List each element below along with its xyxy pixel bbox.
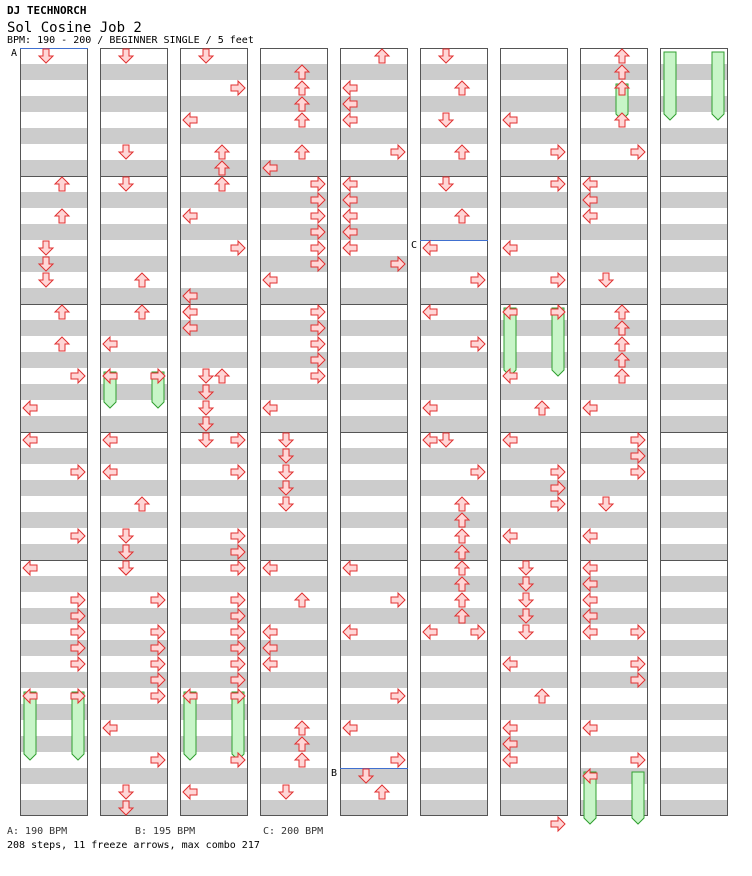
beat-stripe [100,768,168,784]
beat-stripe [580,512,648,528]
beat-stripe [340,736,408,752]
beat-stripe [180,768,248,784]
beat-stripe [260,288,328,304]
beat-stripe [420,192,488,208]
bpm-change-label: C [411,240,418,251]
beat-stripe [180,160,248,176]
beat-stripe [420,768,488,784]
beat-stripe [500,512,568,528]
beat-stripe [260,672,328,688]
beat-stripe [100,224,168,240]
beat-stripe [580,352,648,368]
beat-stripe [260,736,328,752]
beat-stripe [20,192,88,208]
beat-stripe [500,384,568,400]
beat-stripe [180,416,248,432]
beat-stripe [100,96,168,112]
beat-stripe [20,96,88,112]
song-title: Sol Cosine Job 2 [7,20,142,36]
beat-stripe [420,224,488,240]
beat-stripe [100,160,168,176]
beat-stripe [580,320,648,336]
beat-stripe [420,128,488,144]
beat-stripe [20,448,88,464]
beat-stripe [180,352,248,368]
beat-stripe [100,480,168,496]
beat-stripe [660,640,728,656]
beat-stripe [660,416,728,432]
beat-stripe [180,64,248,80]
beat-stripe [100,800,168,816]
beat-stripe [500,288,568,304]
beat-stripe [660,448,728,464]
beat-stripe [100,352,168,368]
beat-stripe [660,736,728,752]
beat-stripe [660,384,728,400]
beat-stripe [340,352,408,368]
beat-stripe [100,608,168,624]
beat-stripe [660,128,728,144]
chart-stats: 208 steps, 11 freeze arrows, max combo 217 [7,840,260,851]
beat-stripe [420,608,488,624]
beat-stripe [340,128,408,144]
beat-stripe [20,64,88,80]
beat-stripe [340,64,408,80]
beat-stripe [660,160,728,176]
beat-stripe [420,512,488,528]
beat-stripe [260,704,328,720]
beat-stripe [420,544,488,560]
beat-stripe [100,704,168,720]
beat-stripe [340,320,408,336]
bpm-legend-c: C: 200 BPM [263,826,324,837]
beat-stripe [100,320,168,336]
beat-stripe [500,416,568,432]
beat-stripe [340,448,408,464]
beat-stripe [100,416,168,432]
beat-stripe [340,704,408,720]
bpm-change-label: A [11,48,18,59]
bpm-change-label: B [331,768,338,779]
beat-stripe [340,512,408,528]
beat-stripe [660,576,728,592]
beat-stripe [580,96,648,112]
beat-stripe [180,192,248,208]
beat-stripe [340,288,408,304]
chart-column [660,48,728,816]
beat-stripe [580,704,648,720]
beat-stripe [660,224,728,240]
beat-stripe [660,320,728,336]
beat-stripe [20,800,88,816]
beat-stripe [180,512,248,528]
beat-stripe [20,512,88,528]
beat-stripe [180,448,248,464]
beat-stripe [260,480,328,496]
freeze-arrow [632,772,644,824]
chart-column [500,48,568,816]
beat-stripe [580,128,648,144]
beat-stripe [100,288,168,304]
beat-stripe [20,352,88,368]
beat-stripe [420,704,488,720]
beat-stripe [180,96,248,112]
freeze-arrow [664,52,676,120]
bpm-legend-a: A: 190 BPM [7,826,68,837]
beat-stripe [660,288,728,304]
beat-stripe [660,608,728,624]
beat-stripe [580,256,648,272]
beat-stripe [20,416,88,432]
beat-stripe [340,160,408,176]
beat-stripe [660,768,728,784]
beat-stripe [20,160,88,176]
beat-stripe [100,256,168,272]
beat-stripe [660,672,728,688]
beat-stripe [260,384,328,400]
bpm-legend-b: B: 195 BPM [135,826,196,837]
beat-stripe [580,224,648,240]
beat-stripe [20,672,88,688]
beat-stripe [420,320,488,336]
beat-stripe [420,352,488,368]
chart-column [580,48,648,816]
beat-stripe [420,384,488,400]
beat-stripe [660,192,728,208]
beat-stripe [340,544,408,560]
beat-stripe [500,128,568,144]
beat-stripe [340,608,408,624]
beat-stripe [20,480,88,496]
beat-stripe [420,64,488,80]
beat-stripe [260,800,328,816]
beat-stripe [500,96,568,112]
beat-stripe [100,128,168,144]
beat-stripe [340,640,408,656]
beat-stripe [260,416,328,432]
beat-stripe [420,288,488,304]
beat-stripe [580,288,648,304]
beat-stripe [500,448,568,464]
beat-stripe [100,736,168,752]
beat-stripe [500,256,568,272]
beat-stripe [260,576,328,592]
beat-stripe [20,288,88,304]
beat-stripe [100,512,168,528]
beat-stripe [580,160,648,176]
beat-stripe [340,768,408,784]
beat-stripe [340,672,408,688]
beat-stripe [420,800,488,816]
beat-stripe [500,576,568,592]
beat-stripe [420,416,488,432]
beat-stripe [580,544,648,560]
beat-stripe [500,64,568,80]
beat-stripe [340,480,408,496]
beat-stripe [100,544,168,560]
beat-stripe [660,512,728,528]
beat-stripe [260,608,328,624]
beat-stripe [660,480,728,496]
beat-stripe [500,544,568,560]
beat-stripe [500,768,568,784]
beat-stripe [580,480,648,496]
beat-stripe [260,448,328,464]
beat-stripe [20,256,88,272]
beat-stripe [500,640,568,656]
beat-stripe [420,672,488,688]
beat-stripe [20,576,88,592]
beat-stripe [420,736,488,752]
beat-stripe [660,704,728,720]
right-arrow [551,817,565,831]
beat-stripe [500,704,568,720]
beat-stripe [420,576,488,592]
beat-stripe [500,192,568,208]
beat-stripe [420,640,488,656]
beat-stripe [420,96,488,112]
beat-stripe [20,544,88,560]
beat-stripe [100,192,168,208]
beat-stripe [420,256,488,272]
beat-stripe [580,736,648,752]
beat-stripe [660,800,728,816]
beat-stripe [260,544,328,560]
beat-stripe [580,384,648,400]
beat-stripe [260,64,328,80]
beat-stripe [20,320,88,336]
beat-stripe [260,512,328,528]
artist-name: DJ TECHNORCH [7,4,87,17]
beat-stripe [660,544,728,560]
beat-stripe [500,800,568,816]
beat-stripe [340,576,408,592]
beat-stripe [260,96,328,112]
beat-stripe [420,160,488,176]
beat-stripe [100,64,168,80]
beat-stripe [20,768,88,784]
beat-stripe [500,672,568,688]
beat-stripe [100,576,168,592]
beat-stripe [260,128,328,144]
beat-stripe [180,480,248,496]
beat-stripe [20,128,88,144]
chart-column [420,48,488,816]
beat-stripe [340,416,408,432]
beat-stripe [180,576,248,592]
beat-stripe [180,128,248,144]
beat-stripe [180,256,248,272]
freeze-arrow [712,52,724,120]
beat-stripe [580,64,648,80]
beat-stripe [180,384,248,400]
beat-stripe [260,768,328,784]
beat-stripe [20,224,88,240]
bpm-difficulty-info: BPM: 190 - 200 / BEGINNER SINGLE / 5 feet [7,35,254,46]
beat-stripe [500,160,568,176]
beat-stripe [20,384,88,400]
beat-stripe [500,224,568,240]
beat-stripe [340,800,408,816]
beat-stripe [660,256,728,272]
beat-stripe [100,448,168,464]
beat-stripe [420,480,488,496]
beat-stripe [420,448,488,464]
beat-stripe [580,416,648,432]
beat-stripe [660,352,728,368]
beat-stripe [500,608,568,624]
beat-stripe [180,224,248,240]
beat-stripe [580,640,648,656]
beat-stripe [340,384,408,400]
beat-stripe [180,800,248,816]
